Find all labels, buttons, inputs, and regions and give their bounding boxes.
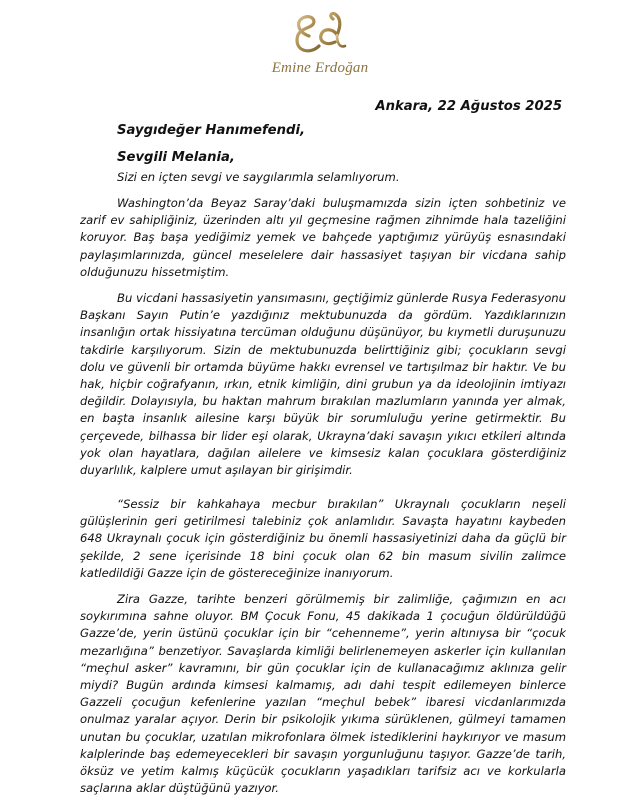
paragraph-2: Bu vicdani hassasiyetin yansımasını, geçtiğimiz günlerde Rusya Federasyonu Başkanı Sayın Putin’e yazdığınız mektubunuzda da gördüm. Yazdıklarınızın insanlığın ortak hissiyatına tercüman olduğunu düşünüyor, bu kıymetli duruşunuzu takdirle karşılıyorum. Sizin de mektubunuzda belirttiğiniz gibi; çocukların sevgi dolu ve güvenli bir ortamda büyüme hakkı evrensel ve tartışılmaz bir haktır. Ve bu hak, hiçbir coğrafyanın, ırkın, etnik kimliğin, dini grubun ya da ideolojinin imtiyazı değildir. Dolayısıyla, bu haktan mahrum bırakılan mazlumların yanında yer almak, en başta insanlık ailesine karşı büyük bir sorumluluğu yerine getirmektir. Bu çerçevede, bilhassa bir lider eşi olarak, Ukrayna’daki savaşın yıkıcı etkileri altında yok olan hayatlara, dağılan ailelere ve kimsesiz kalan çocuklara gösterdiğiniz duyarlılık, kalplere umut aşılayan bir girişimdir.: [80, 291, 566, 478]
salutation-formal: Saygıdeğer Hanımefendi,: [117, 123, 305, 138]
paragraph-4: Zira Gazze, tarihte benzeri görülmemiş bir zalimliğe, çağımızın en acı soykırımına sahne oluyor. BM Çocuk Fonu, 45 dakikada 1 çocuğun öldürüldüğü Gazze’de, yerin üstünü çocuklar için bir “cehenneme”, yerin altınıysa bir “çocuk mezarlığına” benzetiyor. Savaşlarda kimliği belirlenemeyen askerler için kullanılan “meçhul asker” kavramını, bir gün çocuklar için de kullanacağımız aklınıza gelir miydi? Bugün ardında kimsesi kalmamış, adı dahi tespit edilemeyen binlerce Gazzeli çocuğun kefenlerine yazılan “meçhul bebek” ibaresi vicdanlarımızda onulmaz yaralar açıyor. Derin bir psikolojik yıkıma sürüklenen, gülmeyi tamamen unutan bu çocuklar, uzatılan mikrofonlara ölmek istediklerini haykırıyor ve masum kalplerinde baş edemeyecekleri bir savaşın yorgunluğunu taşıyor. Gazze’de tarih, öksüz ve yetim kalmış küçücük çocukların yaşadıkları tarifsiz acı ve korkularla saçlarına aklar düştüğünü yazıyor.: [80, 592, 566, 796]
paragraph-3: “Sessiz bir kahkahaya mecbur bırakılan” Ukraynalı çocukların neşeli gülüşlerinin geri getirilmesi talebiniz çok anlamlıdır. Savaşta hayatını kaybeden 648 Ukraynalı çocuk için gösterdiğiniz bu önemli hassasiyetinizi daha da güçlü bir şekilde, 2 sene içerisinde 18 bini çocuk olan 62 bin masum sivilin zalimce katledildiği Gazze için de göstereceğinize inanıyorum.: [80, 497, 566, 580]
letterhead-name: Emine Erdoğan: [271, 60, 369, 76]
letterhead: [0, 8, 640, 77]
date-line: Ankara, 22 Ağustos 2025: [375, 99, 562, 114]
greeting-line: Sizi en içten sevgi ve saygılarımla selamlıyorum.: [117, 170, 400, 184]
paragraph-1: Washington’da Beyaz Saray’daki buluşmamızda sizin içten sohbetiniz ve zarif ev sahipliğiniz, üzerinden altı yıl geçmesine rağmen zihnimde hala tazeliğini koruyor. Baş başa yediğimiz yemek ve bahçede yaptığımız yürüyüş esnasındaki paylaşımlarınızda, güncel meselelere dair hassasiyet taşıyan bir vicdana sahip olduğunuzu hissetmiştim.: [80, 196, 566, 279]
salutation-personal: Sevgili Melania,: [117, 150, 235, 165]
ed-monogram-logo: [275, 8, 365, 60]
